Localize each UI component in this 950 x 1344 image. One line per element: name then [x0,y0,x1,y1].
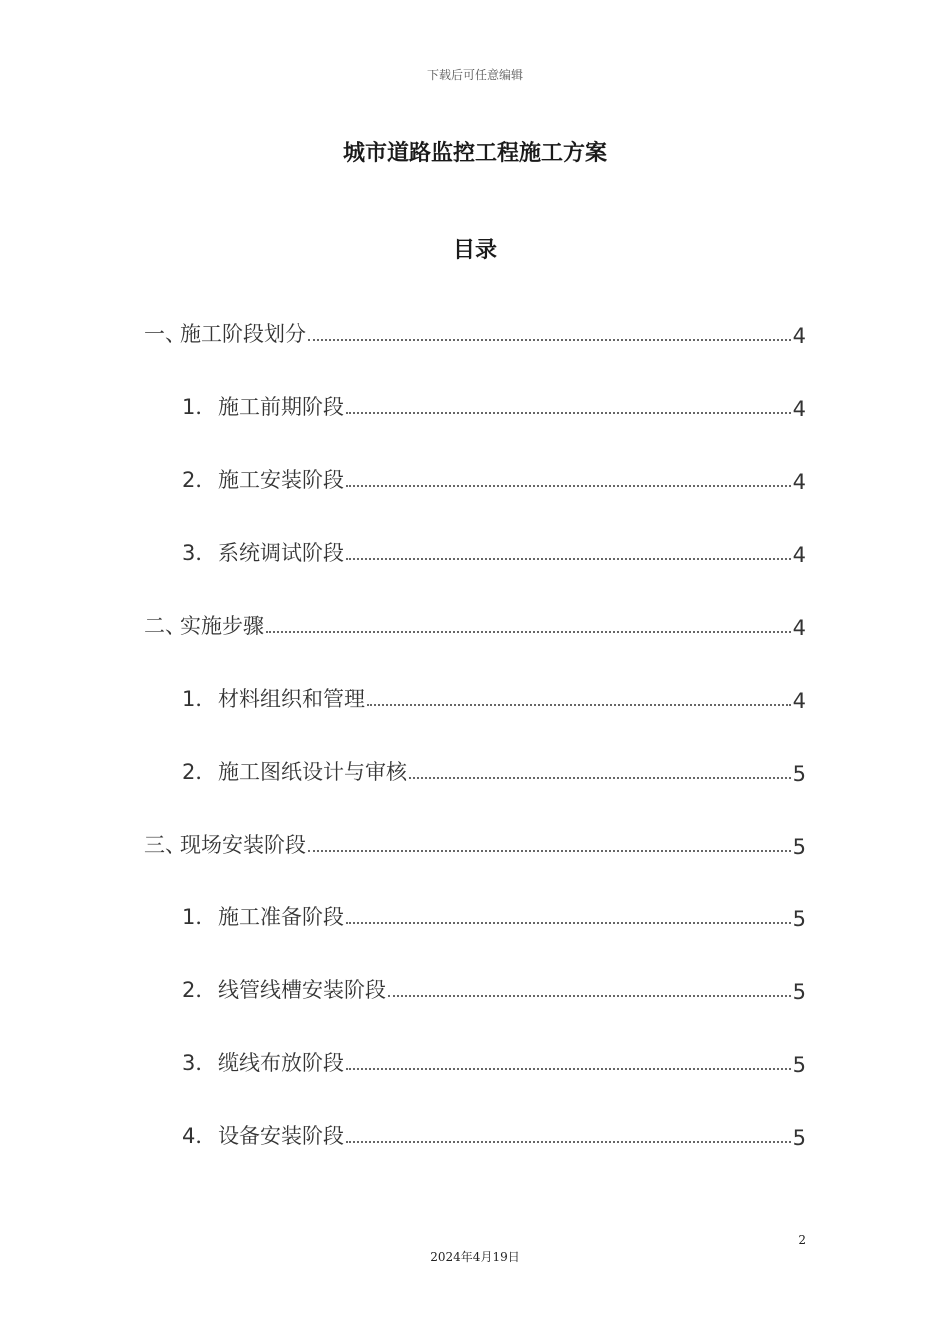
toc-entry-text: 施工准备阶段 [218,905,344,929]
toc-leader-dots [346,1068,791,1070]
toc-leader-dots [308,339,791,341]
toc-entry-number: 3． [182,1051,217,1075]
toc-entry-number: 1． [182,687,217,711]
toc-entry-text: 设备安装阶段 [218,1124,344,1148]
toc-entry-number: 1． [182,905,217,929]
toc-entry-1-1[interactable] [182,391,806,421]
toc-entry-number: 1． [182,395,217,419]
toc-entry-page: 5 [792,762,806,786]
toc-leader-dots [346,412,791,414]
toc-entry-text: 线管线槽安装阶段 [218,978,386,1002]
toc-entry-page: 4 [792,616,806,640]
toc-entry-3-2[interactable] [182,974,806,1004]
toc-entry-1-2[interactable] [182,464,806,494]
toc-entry-2-2[interactable] [182,756,806,786]
toc-entry-section-3[interactable] [144,829,806,859]
toc-entry-1-3[interactable] [182,537,806,567]
toc-entry-number: 一、 [144,322,186,346]
header-note: 下载后可任意编辑 [426,68,523,82]
toc-entry-number: 2． [182,978,217,1002]
toc-entry-text: 施工阶段划分 [180,322,306,346]
toc-entry-text: 系统调试阶段 [218,541,344,565]
page-number: 2 [798,1233,806,1247]
toc-entry-number: 2． [182,760,217,784]
toc-entry-number: 三、 [144,833,186,857]
toc-entry-text: 材料组织和管理 [218,687,365,711]
toc-leader-dots [346,922,791,924]
toc-entry-number: 2． [182,468,217,492]
toc-entry-page: 4 [792,470,806,494]
toc-entry-3-3[interactable] [182,1047,806,1077]
toc-entry-page: 5 [792,835,806,859]
toc-leader-dots [266,631,791,633]
toc-entry-page: 4 [792,397,806,421]
toc-entry-number: 二、 [144,614,186,638]
toc-entry-page: 5 [792,907,806,931]
footer-date: 2024年4月19日 [430,1250,520,1264]
toc-entry-text: 施工前期阶段 [218,395,344,419]
toc-entry-text: 现场安装阶段 [180,833,306,857]
toc-entry-page: 5 [792,980,806,1004]
toc-entry-page: 5 [792,1126,806,1150]
toc-leader-dots [346,558,791,560]
toc-entry-number: 4． [182,1124,217,1148]
toc-entry-text: 施工安装阶段 [218,468,344,492]
toc-leader-dots [346,1141,791,1143]
toc-entry-text: 实施步骤 [180,614,264,638]
toc-entry-2-1[interactable] [182,683,806,713]
toc-entry-page: 5 [792,1053,806,1077]
toc-entry-3-1[interactable] [182,901,806,931]
toc-leader-dots [346,485,791,487]
toc-entry-text: 缆线布放阶段 [218,1051,344,1075]
toc-entry-section-2[interactable] [144,610,806,640]
document-title: 城市道路监控工程施工方案 [342,141,607,166]
toc-entry-text: 施工图纸设计与审核 [218,760,407,784]
toc-entry-3-4[interactable] [182,1120,806,1150]
toc-entry-page: 4 [792,543,806,567]
toc-entry-page: 4 [792,689,806,713]
toc-leader-dots [308,850,791,852]
toc-leader-dots [367,704,791,706]
toc-heading: 目录 [452,238,497,263]
toc-leader-dots [409,777,791,779]
toc-entry-page: 4 [792,324,806,348]
toc-entry-section-1[interactable] [144,318,806,348]
toc-leader-dots [388,995,791,997]
toc-entry-number: 3． [182,541,217,565]
